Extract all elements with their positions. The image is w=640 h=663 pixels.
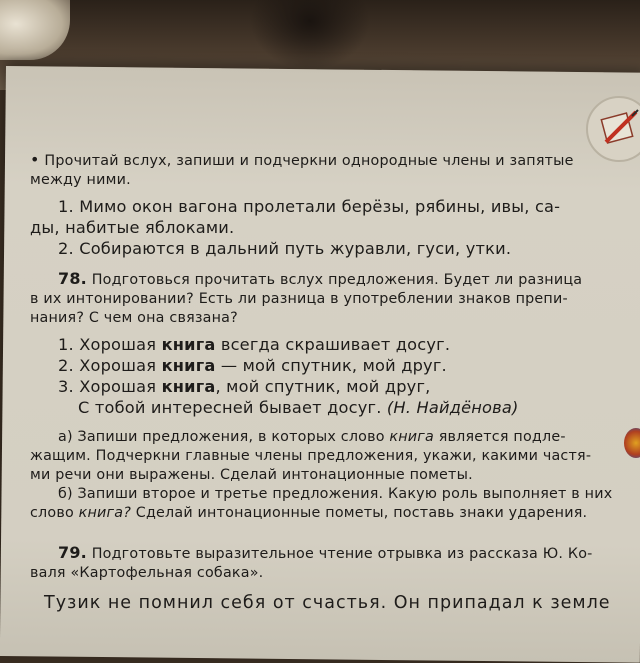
ex78-task-b-line2: слово книга? Сделай интонационные пометы, поставь знаки ударения.: [30, 505, 588, 521]
ex78-sentence-1: 1. Хорошая книга всегда скрашивает досуг.: [58, 335, 451, 354]
author-credit: (Н. Найдёнова): [386, 398, 519, 417]
ex78-sentence-2: 2. Хорошая книга — мой спутник, мой друг.: [58, 356, 447, 375]
ex78-task-a-line2: жащим. Подчеркни главные члены предложения, укажи, какими частя-: [30, 448, 592, 464]
exercise-78-task-line2: в их интонировании? Есть ли разница в употреблении знаков препи-: [30, 291, 568, 307]
ex78-task-b: б) Запиши второе и третье предложения. Какую роль выполняет в них: [58, 486, 613, 502]
shadow-area: [250, 0, 370, 70]
page-text: [30, 150, 615, 614]
ex78-task-a-line3: ми речи они выражены. Сделай интонационные пометы.: [30, 467, 473, 483]
exercise-79-task: 79. Подготовьте выразительное чтение отрывка из рассказа Ю. Ко-: [58, 543, 593, 562]
exercise-78-task-line3: нания? С чем она связана?: [30, 310, 238, 326]
intro-sentence-2: 2. Собираются в дальний путь журавли, гуси, утки.: [58, 239, 512, 258]
exercise-79-text: Тузик не помнил себя от счастья. Он припадал к земле: [44, 593, 611, 613]
ex78-sentence-3: 3. Хорошая книга, мой спутник, мой друг,: [58, 377, 431, 396]
exercise-79-number: 79.: [58, 543, 87, 562]
exercise-79-task-line2: валя «Картофельная собака».: [30, 565, 264, 581]
ex78-sentence-3-cont: С тобой интересней бывает досуг. (Н. Найдёнова): [78, 398, 519, 417]
intro-sentence-1-cont: ды, набитые яблоками.: [30, 218, 235, 237]
intro-sentence-1: 1. Мимо окон вагона пролетали берёзы, рябины, ивы, са-: [58, 197, 561, 216]
exercise-78-number: 78.: [58, 269, 87, 288]
exercise-78-task: 78. Подготовься прочитать вслух предложения. Будет ли разница: [58, 269, 583, 288]
bullet-icon: •: [30, 150, 40, 169]
ex78-task-a: а) Запиши предложения, в которых слово книга является подле-: [58, 429, 566, 445]
intro-task: • Прочитай вслух, запиши и подчеркни однородные члены и запятые между ними.: [30, 150, 574, 188]
